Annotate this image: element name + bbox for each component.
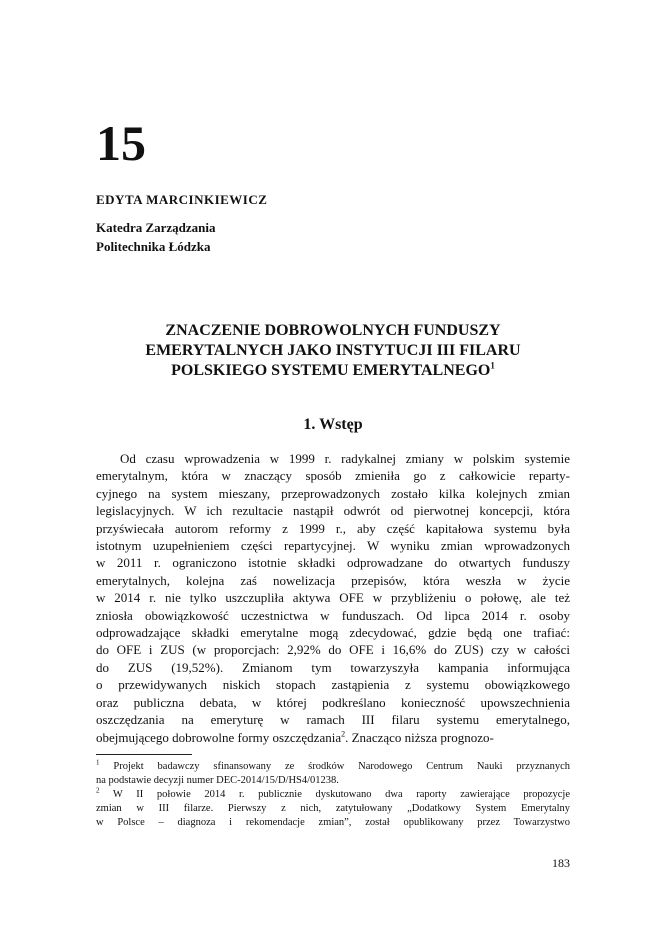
body-line: oszczędzania na emeryturę w ramach III filaru systemu emerytalnego,	[96, 712, 570, 728]
body-line: przyświecała autorom reformy z 1999 r., aby część kapitałowa systemu była	[96, 520, 570, 536]
body-line	[96, 729, 570, 746]
footnote-1-line	[96, 760, 570, 774]
footnotes	[96, 760, 570, 830]
title-line-2: EMERYTALNYCH JAKO INSTYTUCJI III FILARU	[145, 342, 521, 359]
body-line-text: . Znacząco niższa prognozo-	[345, 729, 494, 745]
body-line: emerytalnym, która w znaczący sposób zmieniła go z całkowicie reparty-	[96, 468, 570, 484]
body-line: zniosła obowiązkowość uczestnictwa w funduszach. Od lipca 2014 r. osoby	[96, 607, 570, 623]
body-line: w 2011 r. ograniczono istotnie składki odprowadzane do otwartych funduszy	[96, 555, 570, 571]
affiliation-institution: Politechnika Łódzka	[96, 239, 211, 254]
footnote-1-mark: 1	[96, 758, 100, 767]
footnote-ref-2[interactable]: 2	[341, 729, 346, 739]
footnote-2-mark: 2	[96, 786, 100, 795]
footnote-2-line: zmian w III filarze. Pierwszy z nich, zatytułowany „Dodatkowy System Emerytalny	[96, 803, 570, 814]
chapter-number: 15	[96, 115, 146, 171]
page-number: 183	[552, 856, 570, 870]
body-line: legislacyjnych. W ich rezultacie nastąpił odwrót od pierwotnej koncepcji, która	[96, 503, 570, 519]
footnote-2-line	[96, 788, 570, 802]
body-line: Od czasu wprowadzenia w 1999 r. radykalnej zmiany w polskim systemie	[120, 451, 570, 466]
section-heading: 1. Wstęp	[303, 416, 363, 433]
title-footnote-mark[interactable]: 1	[490, 360, 495, 371]
body-line: odprowadzające składki emerytalne mogą zdecydować, gdzie będą one trafiać:	[96, 625, 570, 641]
footnote-divider	[96, 754, 192, 755]
footnote-2-text: W II połowie 2014 r. publicznie dyskutowano dwa raporty zawierające propozycje	[99, 789, 570, 800]
title-line-3	[96, 361, 570, 381]
body-line-text: obejmującego dobrowolne formy oszczędzania	[96, 729, 342, 745]
author-affiliation	[96, 218, 216, 256]
body-line: do ZUS (19,52%). Zmianom tym towarzyszyła kampania informująca	[96, 659, 570, 675]
footnote-1-text: Projekt badawczy sfinansowany ze środków Narodowego Centrum Nauki przyznanych	[99, 761, 570, 772]
body-line: do OFE i ZUS (w proporcjach: 2,92% do OFE i 16,6% do ZUS) czy w całości	[96, 642, 570, 658]
chapter-title	[96, 321, 570, 381]
title-line-3-text: POLSKIEGO SYSTEMU EMERYTALNEGO	[171, 362, 491, 379]
body-line: emerytalnych, kolejna zaś nowelizacja przepisów, która weszła w życie	[96, 572, 570, 588]
affiliation-department: Katedra Zarządzania	[96, 220, 216, 235]
footnote-2-line: w Polsce – diagnoza i rekomendacje zmian”, został opublikowany przez Towarzystwo	[96, 817, 570, 828]
body-line: w 2014 r. nie tylko uszczupliła aktywa OFE w przybliżeniu o połowę, ale też	[96, 590, 570, 606]
body-line: o przewidywanych niskich stopach zastąpienia z systemu obowiązkowego	[96, 677, 570, 693]
title-line-1: ZNACZENIE DOBROWOLNYCH FUNDUSZY	[165, 322, 501, 339]
body-line: oraz publiczna debata, w której podkreślano konieczność upowszechnienia	[96, 694, 570, 710]
body-paragraph	[96, 450, 570, 746]
body-line: cyjnego na system mieszany, przeprowadzonych zostało kilka kolejnych zmian	[96, 485, 570, 501]
body-line: istotnym uzupełnieniem części repartycyjnej. W wyniku zmian wprowadzonych	[96, 538, 570, 554]
footnote-1-line: na podstawie decyzji numer DEC-2014/15/D/HS4/01238.	[96, 775, 339, 786]
author-name: EDYTA MARCINKIEWICZ	[96, 192, 268, 207]
